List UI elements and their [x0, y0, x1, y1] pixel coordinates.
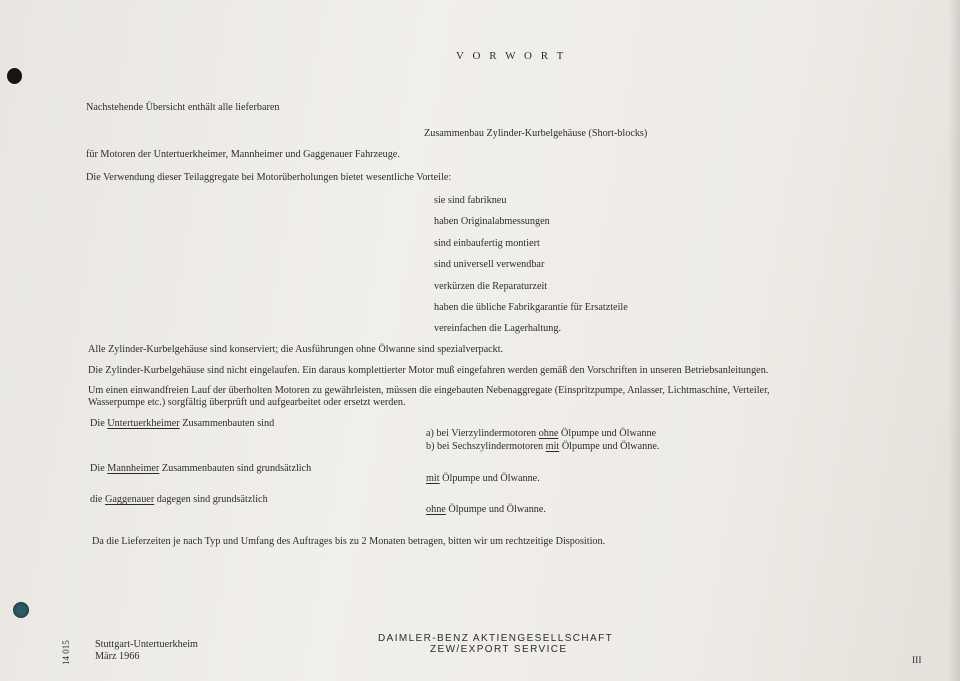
intro-line: Nachstehende Übersicht enthält alle lieferbaren	[86, 102, 280, 113]
document-number: 14 015	[61, 640, 71, 665]
advantage-item: haben Originalabmessungen	[434, 216, 550, 227]
untertuerkheim-line	[90, 418, 274, 430]
page-number: III	[912, 656, 922, 666]
paragraph-auxiliaries-1: Um einen einwandfreien Lauf der überholten Motoren zu gewährleisten, müssen die eingebauten Nebenaggregate (Einspritzpumpe, Anlasser, Lichtmaschine, Verteiler,	[88, 385, 770, 396]
mannheim-post: Zusammenbauten sind grundsätzlich	[159, 463, 312, 474]
advantage-item: sind einbaufertig montiert	[434, 238, 540, 249]
mannheim-mit: mit	[426, 473, 440, 484]
mannheim-rule	[426, 473, 540, 485]
gaggenau-name: Gaggenauer	[105, 494, 155, 505]
mannheim-name: Mannheimer	[107, 463, 160, 474]
six-cylinder-mit: mit	[545, 441, 560, 452]
advantage-item: sie sind fabrikneu	[434, 195, 507, 206]
footer-company: DAIMLER-BENZ AKTIENGESELLSCHAFT	[378, 633, 614, 644]
product-line: Zusammenbau Zylinder-Kurbelgehäuse (Short-blocks)	[424, 128, 648, 139]
four-cylinder-ohne: ohne	[538, 428, 559, 439]
gaggenau-ohne: ohne	[426, 504, 446, 515]
gaggenau-post: dagegen sind grundsätzlich	[154, 494, 268, 505]
mannheim-pre: Die	[90, 463, 108, 474]
mannheim-rule-post: Ölpumpe und Ölwanne.	[439, 473, 540, 484]
punch-hole-top	[7, 68, 22, 84]
advantage-item: verkürzen die Reparaturzeit	[434, 281, 548, 292]
gaggenau-pre: die	[90, 494, 105, 505]
gaggenau-line	[90, 494, 268, 506]
untertuerkheim-pre: Die	[90, 418, 108, 429]
paragraph-delivery-time: Da die Lieferzeiten je nach Typ und Umfang des Auftrages bis zu 2 Monaten betragen, bitten wir um rechtzeitige Disposition.	[92, 536, 606, 547]
paragraph-running-in: Die Zylinder-Kurbelgehäuse sind nicht eingelaufen. Ein daraus komplettierter Motor muß eingefahren werden gemäß den Vorschriften in unseren Betriebsanleitungen.	[88, 365, 769, 376]
four-cylinder-post: Ölpumpe und Ölwanne	[558, 428, 657, 439]
footer-department: ZEW/EXPORT SERVICE	[430, 644, 568, 655]
advantage-item: vereinfachen die Lagerhaltung.	[434, 323, 561, 334]
gaggenau-rule-post: Ölpumpe und Ölwanne.	[445, 504, 546, 515]
advantage-item: sind universell verwendbar	[434, 259, 545, 270]
paragraph-auxiliaries-2: Wasserpumpe etc.) sorgfältig überprüft und aufgearbeitet oder ersetzt werden.	[88, 397, 406, 408]
six-cylinder-post: Ölpumpe und Ölwanne.	[559, 441, 660, 452]
advantages-intro: Die Verwendung dieser Teilaggregate bei Motorüberholungen bietet wesentliche Vorteile:	[86, 172, 452, 183]
footer-date: März 1966	[95, 651, 140, 662]
six-cylinder-line	[426, 441, 659, 453]
four-cylinder-pre: a) bei Vierzylindermotoren	[426, 428, 539, 439]
punch-hole-bottom	[13, 602, 29, 618]
six-cylinder-pre: b) bei Sechszylindermotoren	[426, 441, 546, 452]
untertuerkheim-name: Untertuerkheimer	[107, 418, 180, 429]
vehicles-line: für Motoren der Untertuerkheimer, Mannheimer und Gaggenauer Fahrzeuge.	[86, 149, 400, 160]
four-cylinder-line	[426, 428, 656, 440]
advantage-item: haben die übliche Fabrikgarantie für Ersatzteile	[434, 302, 628, 313]
footer-city: Stuttgart-Untertuerkheim	[95, 639, 198, 650]
gaggenau-rule	[426, 504, 546, 516]
paragraph-conserved: Alle Zylinder-Kurbelgehäuse sind konserviert; die Ausführungen ohne Ölwanne sind spezialverpackt.	[88, 344, 504, 355]
page-edge-shadow	[948, 0, 960, 681]
page-title: V O R W O R T	[456, 50, 567, 62]
untertuerkheim-post: Zusammenbauten sind	[179, 418, 275, 429]
mannheim-line	[90, 463, 311, 475]
